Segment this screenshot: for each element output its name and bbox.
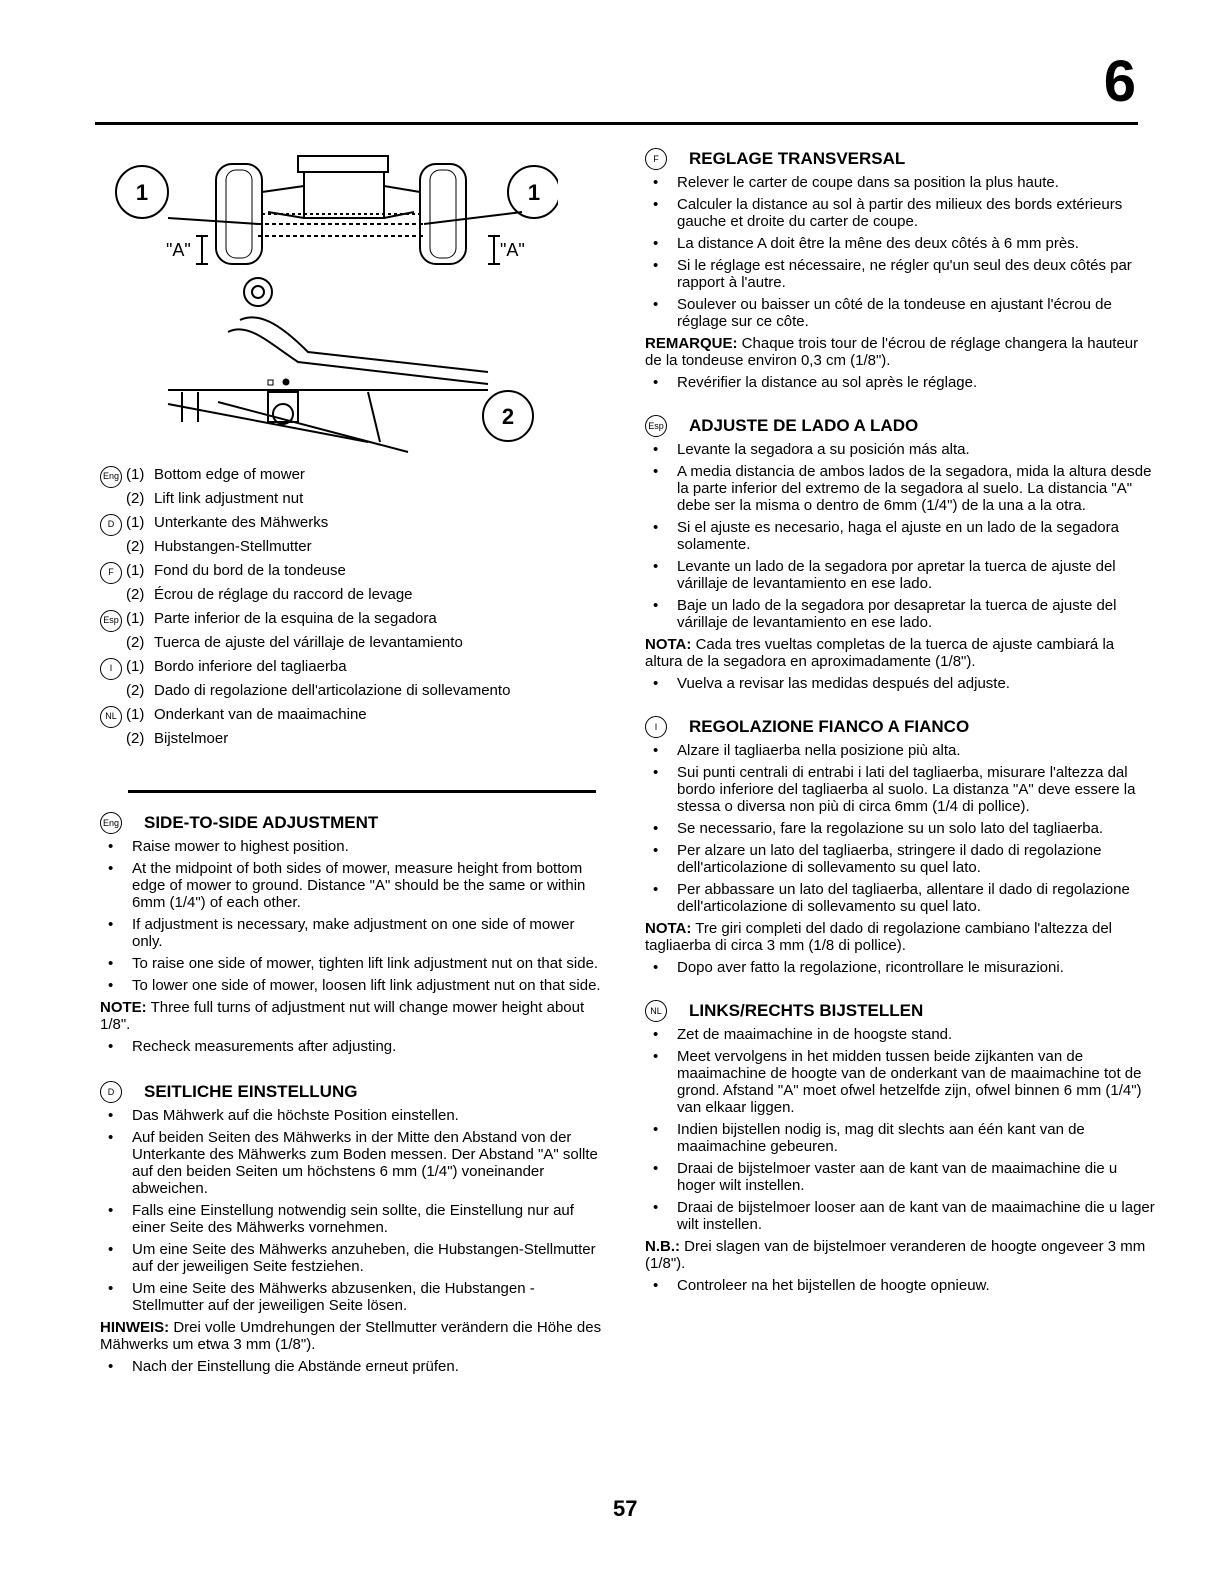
- list-item: • Falls eine Einstellung notwendig sein sollte, die Einstellung nur auf einer Seite des Mähwerks vornehmen.: [100, 1202, 605, 1236]
- legend-number: (1): [126, 658, 145, 675]
- final-bullet-list: [100, 1358, 605, 1375]
- list-item: • Meet vervolgens in het midden tussen beide zijkanten van de maaimachine de hoogte van de onderkant van de maaimachine tot de grond. Afstand "A" moet ofwel hetzelfde zijn, ofwel binnen 6 mm (1/4") van elkaar liggen.: [645, 1048, 1155, 1116]
- language-code-icon: D: [100, 514, 122, 536]
- header-rule: [95, 122, 1138, 125]
- language-code-icon: I: [645, 716, 667, 738]
- list-item: • Se necessario, fare la regolazione su un solo lato del tagliaerba.: [645, 820, 1155, 837]
- list-item: • A media distancia de ambos lados de la segadora, mida la altura desde la parte inferior del extremo de la segadora al suelo. La distancia "A" debe ser la misma o dentro de 6mm (1/4") de la una a la otra.: [645, 463, 1155, 514]
- left-column: [100, 812, 605, 1380]
- callout-2: 2: [501, 404, 515, 429]
- legend-number: (2): [126, 682, 145, 699]
- legend-text: Bordo inferiore del tagliaerba: [154, 658, 347, 675]
- section-title: LINKS/RECHTS BIJSTELLEN: [689, 1001, 924, 1020]
- bullet-list: [645, 742, 1155, 915]
- final-bullet-list: [645, 959, 1155, 976]
- legend-row: [100, 704, 605, 728]
- legend-number: (2): [126, 538, 145, 555]
- legend-text: Écrou de réglage du raccord de levage: [154, 586, 413, 603]
- note-label: REMARQUE:: [645, 335, 738, 352]
- mower-diagram: [108, 152, 558, 462]
- note-label: NOTE:: [100, 999, 147, 1016]
- distance-label-left: "A": [166, 240, 191, 260]
- language-code-icon: Esp: [645, 415, 667, 437]
- list-item: • Dopo aver fatto la regolazione, ricontrollare le misurazioni.: [645, 959, 1155, 976]
- language-code-icon: Esp: [100, 610, 122, 632]
- language-code-icon: Eng: [100, 466, 122, 488]
- legend-number: (1): [126, 562, 145, 579]
- section-eng: [100, 812, 605, 1055]
- legend-number: (2): [126, 586, 145, 603]
- legend-code: [100, 464, 126, 488]
- legend-row: [100, 488, 605, 512]
- bullet-list: [100, 1107, 605, 1314]
- section-nl: [645, 1000, 1155, 1294]
- section-separator: [128, 790, 596, 793]
- final-bullet-list: [100, 1038, 605, 1055]
- language-code-icon: Eng: [100, 812, 122, 834]
- legend-number: (2): [126, 730, 145, 747]
- bullet-list: [645, 174, 1155, 330]
- list-item: • Si le réglage est nécessaire, ne régler qu'un seul des deux côtés par rapport à l'autre.: [645, 257, 1155, 291]
- note-label: N.B.:: [645, 1238, 680, 1255]
- note-label: HINWEIS:: [100, 1319, 170, 1336]
- section-title: REGOLAZIONE FIANCO A FIANCO: [689, 717, 970, 736]
- language-code-icon: D: [100, 1081, 122, 1103]
- section-title: SEITLICHE EINSTELLUNG: [144, 1082, 358, 1101]
- legend-code: [100, 560, 126, 584]
- legend-row: [100, 728, 605, 752]
- bullet-list: [645, 441, 1155, 631]
- note: [645, 335, 1155, 369]
- section-heading: [645, 1000, 1155, 1022]
- list-item: • Levante un lado de la segadora por apretar la tuerca de ajuste del várillaje de levantamiento en ese lado.: [645, 558, 1155, 592]
- note: [100, 999, 605, 1033]
- legend-number: (1): [126, 706, 145, 723]
- list-item: • Relever le carter de coupe dans sa position la plus haute.: [645, 174, 1155, 191]
- legend-row: [100, 656, 605, 680]
- bullet-list: [645, 1026, 1155, 1233]
- list-item: • Sui punti centrali di entrabi i lati del tagliaerba, misurare l'altezza dal bordo inferiore del tagliaerba al suolo. La distanza "A" deve essere la stessa o diversa non più di circa 6mm (1/4 di pollice).: [645, 764, 1155, 815]
- bullet-list: [100, 838, 605, 994]
- legend-row: [100, 680, 605, 704]
- legend-row: [100, 536, 605, 560]
- right-wheel: [420, 164, 466, 264]
- list-item: • Raise mower to highest position.: [100, 838, 605, 855]
- legend-text: Bijstelmoer: [154, 730, 229, 747]
- section-title: ADJUSTE DE LADO A LADO: [689, 416, 919, 435]
- list-item: • Vuelva a revisar las medidas después del adjuste.: [645, 675, 1155, 692]
- note-label: NOTA:: [645, 920, 692, 937]
- legend-code: [100, 656, 126, 680]
- note-text: Tre giri completi del dado di regolazione cambiano l'altezza del tagliaerba di circa 3 mm (1/8 di pollice).: [645, 920, 1113, 954]
- callout-1-left: 1: [135, 180, 149, 205]
- list-item: • To raise one side of mower, tighten lift link adjustment nut on that side.: [100, 955, 605, 972]
- note-text: Three full turns of adjustment nut will change mower height about 1/8".: [100, 999, 585, 1033]
- legend-row: [100, 512, 605, 536]
- note-label: NOTA:: [645, 636, 692, 653]
- note: [645, 920, 1155, 954]
- left-wheel: [216, 164, 262, 264]
- figure-legend: [100, 464, 605, 752]
- list-item: • Zet de maaimachine in de hoogste stand.: [645, 1026, 1155, 1043]
- list-item: • Indien bijstellen nodig is, mag dit slechts aan één kant van de maaimachine gebeuren.: [645, 1121, 1155, 1155]
- list-item: • Nach der Einstellung die Abstände erneut prüfen.: [100, 1358, 605, 1375]
- legend-row: [100, 584, 605, 608]
- note-text: Drei slagen van de bijstelmoer veranderen de hoogte ongeveer 3 mm (1/8").: [645, 1238, 1146, 1272]
- section-esp: [645, 415, 1155, 692]
- language-code-icon: NL: [645, 1000, 667, 1022]
- list-item: • Draai de bijstelmoer looser aan de kant van de maaimachine die u lager wilt instellen.: [645, 1199, 1155, 1233]
- legend-number: (1): [126, 466, 145, 483]
- chapter-number: 6: [1103, 49, 1136, 114]
- legend-number: (2): [126, 634, 145, 651]
- legend-row: [100, 632, 605, 656]
- legend-text: Fond du bord de la tondeuse: [154, 562, 346, 579]
- page-number: 57: [613, 1496, 638, 1521]
- section-title: REGLAGE TRANSVERSAL: [689, 149, 906, 168]
- list-item: • Um eine Seite des Mähwerks anzuheben, die Hubstangen-Stellmutter auf der jeweiligen Seite festziehen.: [100, 1241, 605, 1275]
- language-code-icon: F: [100, 562, 122, 584]
- list-item: • Baje un lado de la segadora por desapretar la tuerca de ajuste del várillaje de levantamiento en ese lado.: [645, 597, 1155, 631]
- legend-text: Onderkant van de maaimachine: [154, 706, 367, 723]
- section-heading: [100, 1081, 605, 1103]
- legend-row: [100, 608, 605, 632]
- final-bullet-list: [645, 675, 1155, 692]
- list-item: • Levante la segadora a su posición más alta.: [645, 441, 1155, 458]
- list-item: • Calculer la distance au sol à partir des milieux des bords extérieurs gauche et droite du carter de coupe.: [645, 196, 1155, 230]
- list-item: • Auf beiden Seiten des Mähwerks in der Mitte den Abstand von der Unterkante des Mähwerks zum Boden messen. Der Abstand "A" sollte auf den beiden Seiten um höchstens 6 mm (1/4") voneinander abweichen.: [100, 1129, 605, 1197]
- section-heading: [100, 812, 605, 834]
- section-heading: [645, 716, 1155, 738]
- legend-text: Hubstangen-Stellmutter: [154, 538, 312, 555]
- list-item: • Um eine Seite des Mähwerks abzusenken, die Hubstangen -Stellmutter auf der jeweiligen Seite lösen.: [100, 1280, 605, 1314]
- list-item: • Draai de bijstelmoer vaster aan de kant van de maaimachine die u hoger wilt instellen.: [645, 1160, 1155, 1194]
- list-item: • La distance A doit être la mêne des deux côtés à 6 mm près.: [645, 235, 1155, 252]
- note-text: Cada tres vueltas completas de la tuerca de ajuste cambiará la altura de la segadora en aproximadamente (1/8").: [645, 636, 1115, 670]
- legend-code: [100, 608, 126, 632]
- distance-label-right: "A": [500, 240, 525, 260]
- legend-number: (2): [126, 490, 145, 507]
- section-heading: [645, 148, 1155, 170]
- section-heading: [645, 415, 1155, 437]
- section-d: [100, 1081, 605, 1375]
- legend-code: [100, 704, 126, 728]
- legend-row: [100, 560, 605, 584]
- final-bullet-list: [645, 374, 1155, 391]
- legend-text: Lift link adjustment nut: [154, 490, 304, 507]
- list-item: • Alzare il tagliaerba nella posizione più alta.: [645, 742, 1155, 759]
- note-text: Chaque trois tour de l'écrou de réglage changera la hauteur de la tondeuse environ 0,3 cm (1/8").: [645, 335, 1139, 369]
- legend-text: Unterkante des Mähwerks: [154, 514, 329, 531]
- legend-code: [100, 512, 126, 536]
- section-f: [645, 148, 1155, 391]
- note: [645, 636, 1155, 670]
- note-text: Drei volle Umdrehungen der Stellmutter verändern die Höhe des Mähwerks um etwa 3 mm (1/8").: [100, 1319, 602, 1353]
- legend-number: (1): [126, 514, 145, 531]
- final-bullet-list: [645, 1277, 1155, 1294]
- legend-row: [100, 464, 605, 488]
- section-title: SIDE-TO-SIDE ADJUSTMENT: [144, 813, 379, 832]
- list-item: • Per alzare un lato del tagliaerba, stringere il dado di regolazione dell'articolazione di sollevamento su quel lato.: [645, 842, 1155, 876]
- list-item: • At the midpoint of both sides of mower, measure height from bottom edge of mower to ground. Distance "A" should be the same or within 6mm (1/4") of each other.: [100, 860, 605, 911]
- language-code-icon: I: [100, 658, 122, 680]
- section-i: [645, 716, 1155, 976]
- list-item: • If adjustment is necessary, make adjustment on one side of mower only.: [100, 916, 605, 950]
- language-code-icon: F: [645, 148, 667, 170]
- legend-text: Bottom edge of mower: [154, 466, 305, 483]
- list-item: • To lower one side of mower, loosen lift link adjustment nut on that side.: [100, 977, 605, 994]
- list-item: • Per abbassare un lato del tagliaerba, allentare il dado di regolazione dell'articolazione di sollevamento su quel lato.: [645, 881, 1155, 915]
- list-item: • Si el ajuste es necesario, haga el ajuste en un lado de la segadora solamente.: [645, 519, 1155, 553]
- list-item: • Das Mähwerk auf die höchste Position einstellen.: [100, 1107, 605, 1124]
- list-item: • Recheck measurements after adjusting.: [100, 1038, 605, 1055]
- legend-text: Tuerca de ajuste del várillaje de levantamiento: [154, 634, 463, 651]
- callout-1-right: 1: [527, 180, 541, 205]
- language-code-icon: NL: [100, 706, 122, 728]
- note: [645, 1238, 1155, 1272]
- legend-number: (1): [126, 610, 145, 627]
- list-item: • Soulever ou baisser un côté de la tondeuse en ajustant l'écrou de réglage sur ce côte.: [645, 296, 1155, 330]
- note: [100, 1319, 605, 1353]
- legend-text: Dado di regolazione dell'articolazione di sollevamento: [154, 682, 511, 699]
- right-column: [645, 148, 1155, 1299]
- legend-text: Parte inferior de la esquina de la segadora: [154, 610, 437, 627]
- list-item: • Revérifier la distance au sol après le réglage.: [645, 374, 1155, 391]
- list-item: • Controleer na het bijstellen de hoogte opnieuw.: [645, 1277, 1155, 1294]
